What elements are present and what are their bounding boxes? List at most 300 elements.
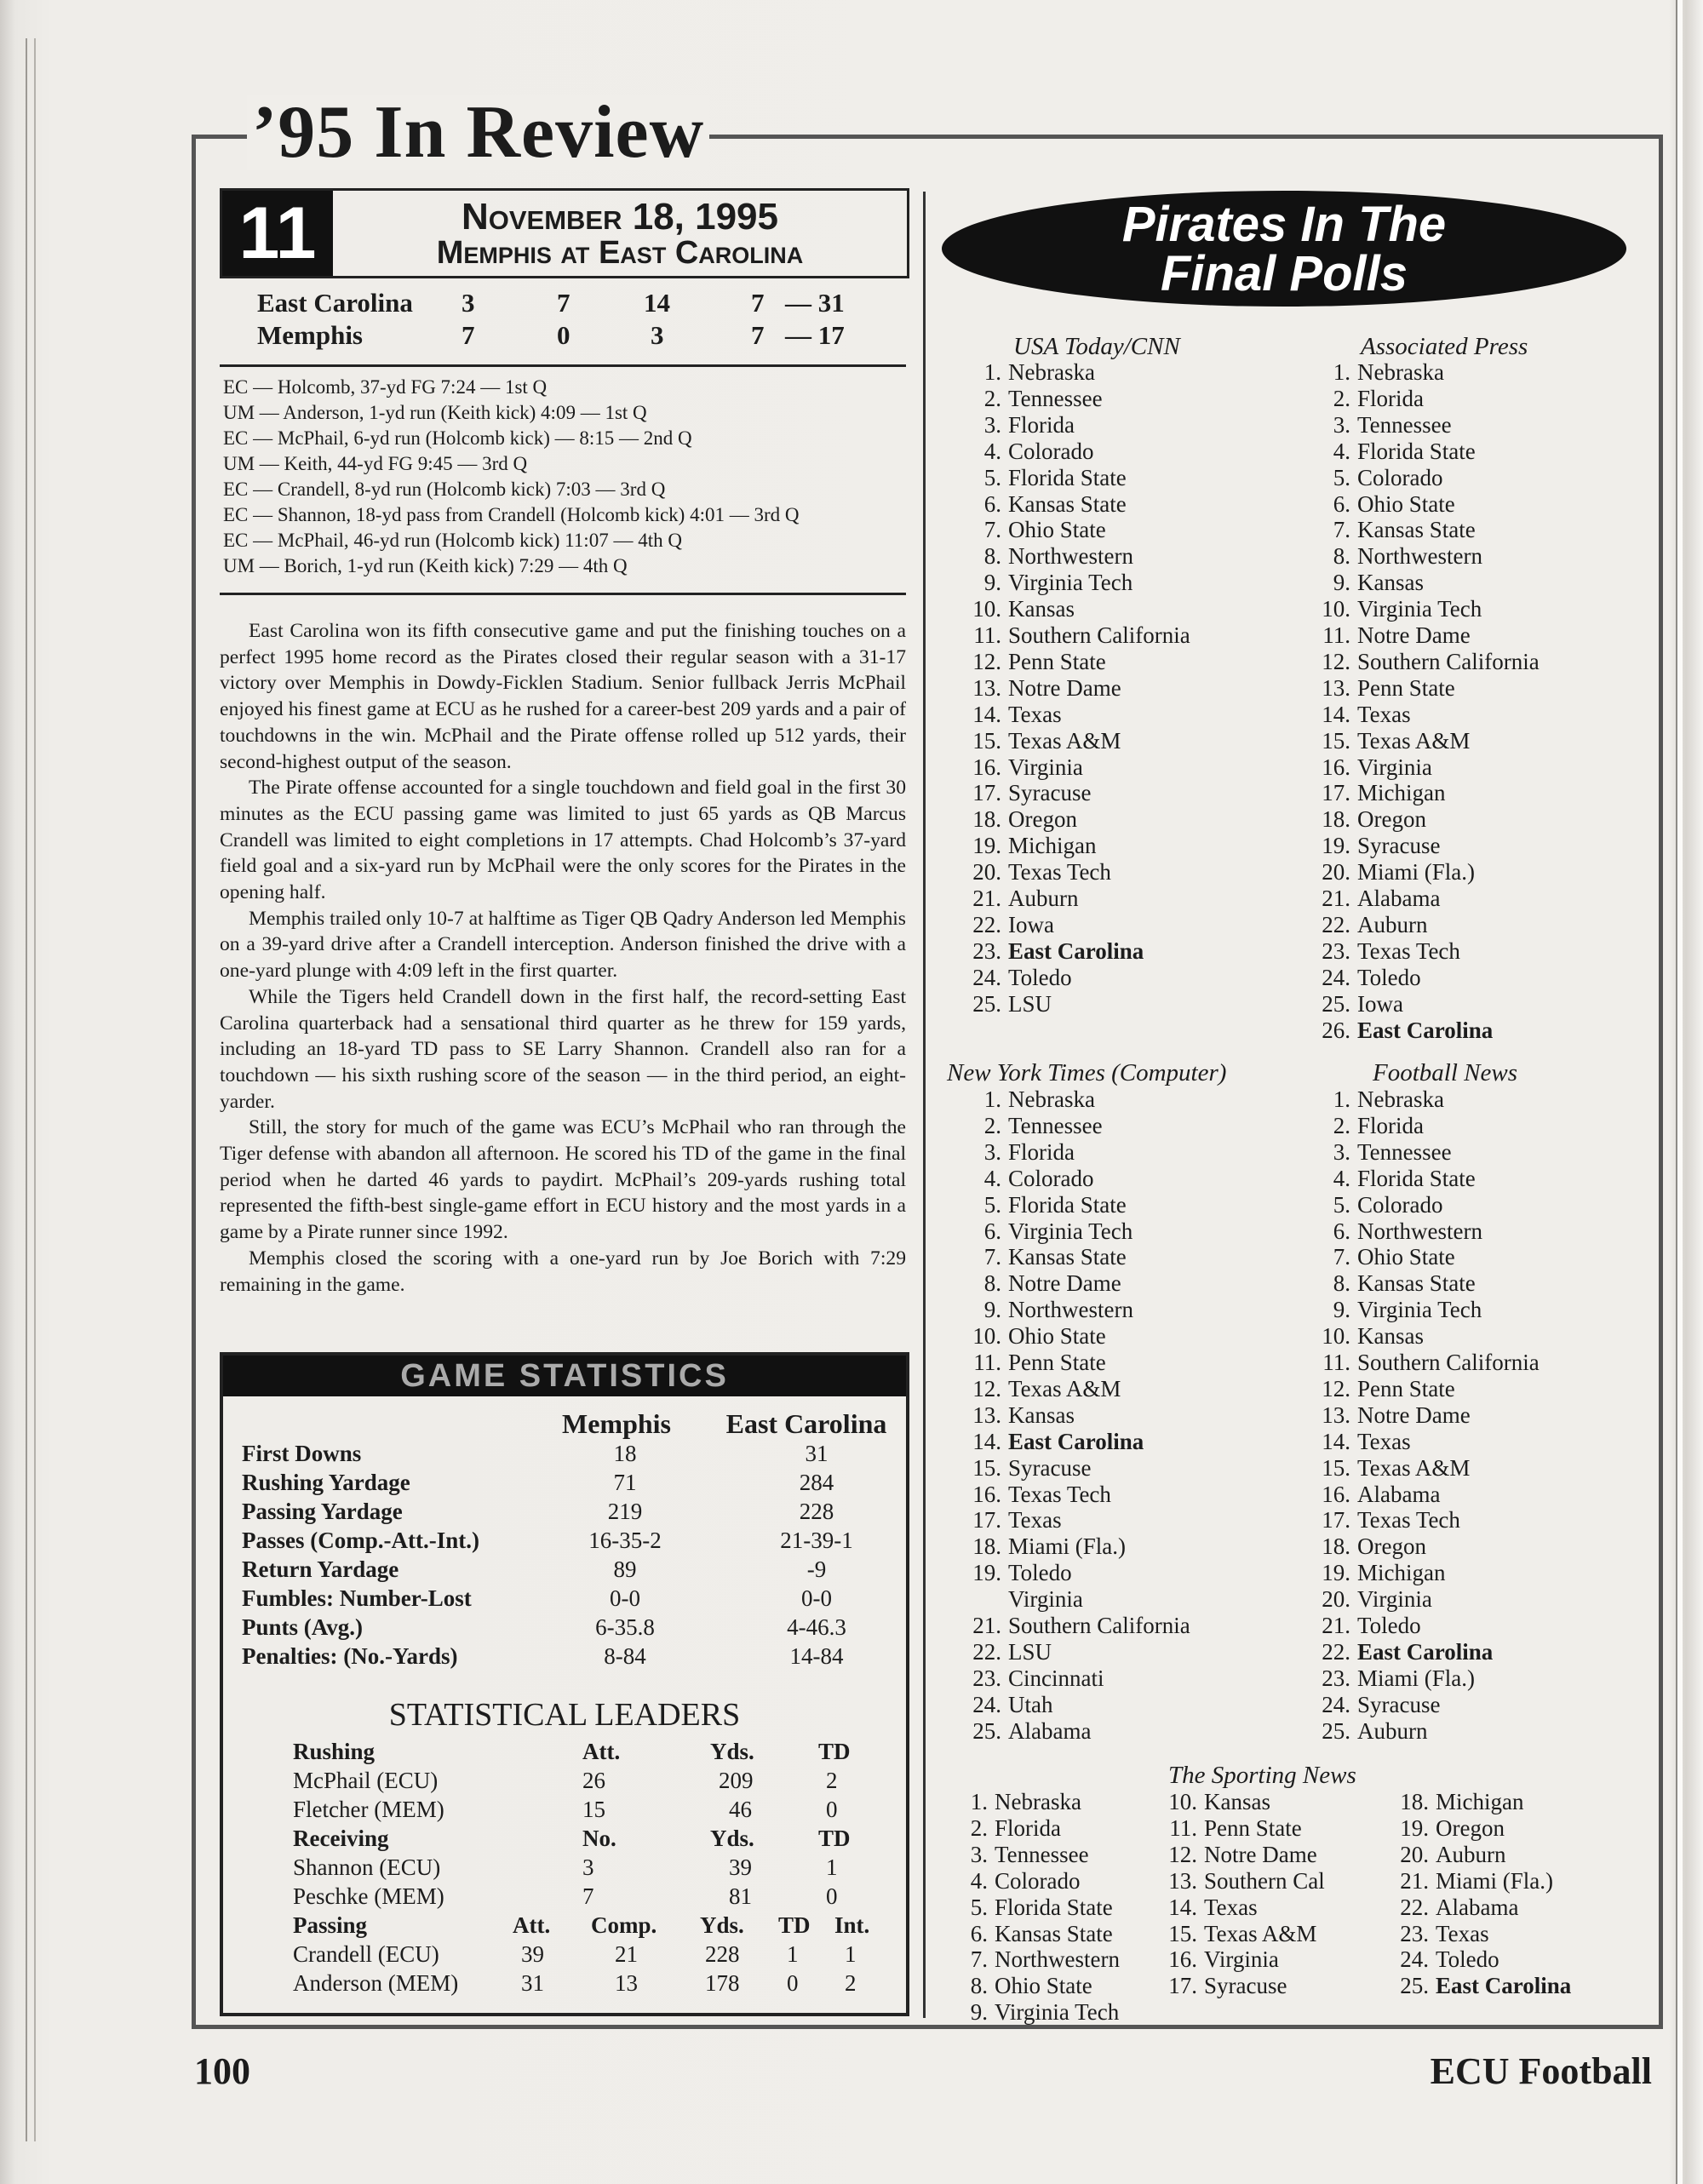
poll-rank: 6.: [983, 490, 1001, 517]
poll-item: [1156, 1973, 1287, 1999]
stats-value: 0-0: [610, 1585, 640, 1611]
poll-team: Tennessee: [1357, 1138, 1452, 1165]
poll-rank: 26.: [1322, 1017, 1350, 1043]
stats-label: Passes (Comp.-Att.-Int.): [242, 1528, 479, 1553]
poll-team: Oregon: [1357, 806, 1426, 833]
poll-team: Oregon: [1357, 1533, 1426, 1560]
poll-team: Auburn: [1436, 1841, 1506, 1867]
page-binding-edge: [26, 38, 36, 2141]
poll-item: [1310, 1323, 1424, 1350]
poll-rank: 11.: [973, 622, 1001, 648]
leader-value: 46: [729, 1797, 752, 1822]
leaders-header-receiving: [293, 1826, 889, 1854]
poll-team: Texas Tech: [1357, 937, 1460, 964]
linescore-total: — 17: [785, 320, 845, 350]
scoring-play: EC — Crandell, 8-yd run (Holcomb kick) 7:03 — 3rd Q: [223, 479, 666, 500]
leader-value: 39: [521, 1941, 544, 1967]
leaders-row: [293, 1797, 889, 1826]
poll-item: [1310, 1639, 1493, 1665]
poll-team: Notre Dame: [1204, 1841, 1317, 1867]
poll-item: [960, 465, 1127, 491]
poll-team: Northwestern: [1008, 1297, 1133, 1323]
leader-value: 0: [787, 1970, 799, 1996]
stats-value: 219: [607, 1499, 643, 1524]
poll-item: [960, 596, 1075, 622]
poll-item: [960, 1455, 1091, 1482]
poll-rank: 18.: [1322, 1533, 1350, 1560]
poll-team: Notre Dame: [1357, 622, 1471, 648]
story-paragraph: Memphis trailed only 10-7 at halftime as Tiger QB Qadry Anderson led Memphis on a 39-yard drive after a Crandell interception. Anderson finished the drive with a one-yard plunge with 4:09 left in the first quarter.: [220, 907, 906, 983]
statistical-leaders-title: STATISTICAL LEADERS: [388, 1697, 741, 1733]
rule-line: [220, 364, 906, 367]
leader-value: 81: [729, 1883, 752, 1909]
poll-team: Penn State: [1008, 1350, 1106, 1375]
poll-team: Virginia: [1357, 1586, 1432, 1613]
stats-row: [242, 1556, 906, 1585]
poll-item: [1310, 965, 1421, 991]
stats-value: 14-84: [789, 1643, 844, 1669]
poll-rank: 4.: [970, 1867, 988, 1894]
leaders-row: [293, 1883, 889, 1912]
poll-item: [947, 1815, 1061, 1842]
poll-rank: 22.: [972, 911, 1001, 937]
scoring-plays: [223, 375, 800, 579]
poll-item: [1310, 1455, 1470, 1482]
poll-item: [1310, 702, 1411, 728]
poll-rank: 1.: [1333, 359, 1350, 385]
poll-item: [960, 386, 1103, 412]
leader-name: McPhail (ECU): [293, 1768, 439, 1793]
poll-item: [960, 1586, 1083, 1613]
poll-team: Nebraska: [995, 1789, 1081, 1814]
poll-team: Florida State: [1008, 464, 1127, 490]
stats-label: Passing Yardage: [242, 1499, 403, 1524]
poll-team: Southern California: [1008, 1613, 1190, 1638]
poll-rank: 8.: [983, 1270, 1001, 1297]
poll-title: USA Today/CNN: [1013, 333, 1180, 360]
poll-rank: 7.: [1333, 1244, 1350, 1270]
poll-item: [960, 1613, 1190, 1639]
poll-item: [1310, 1244, 1455, 1270]
poll-team: Kansas: [1204, 1789, 1270, 1814]
poll-rank: 22.: [1322, 1638, 1350, 1665]
poll-item: [947, 1999, 1119, 2026]
poll-team: Kansas: [1008, 1402, 1075, 1428]
poll-team: Virginia Tech: [1008, 1218, 1133, 1244]
poll-rank: 13.: [1168, 1867, 1197, 1894]
poll-rank: 25.: [1400, 1973, 1429, 1999]
poll-rank: 20.: [1322, 1586, 1350, 1613]
linescore-q4: 7: [751, 288, 765, 318]
stats-col-memphis: Memphis: [562, 1408, 671, 1439]
poll-rank: 13.: [1322, 1402, 1350, 1428]
stats-value: 6-35.8: [595, 1614, 655, 1640]
stats-label: Punts (Avg.): [242, 1614, 364, 1640]
poll-team: Florida: [1357, 1112, 1424, 1138]
poll-rank: 23.: [972, 1665, 1001, 1691]
leader-value: 15: [582, 1797, 605, 1822]
stats-value: 21-39-1: [780, 1528, 853, 1553]
poll-team: Texas Tech: [1357, 1507, 1460, 1533]
poll-team: East Carolina: [1436, 1973, 1572, 1999]
poll-rank: 24.: [1322, 964, 1350, 990]
game-story: [220, 618, 906, 1298]
poll-item: [960, 938, 1144, 965]
poll-item: [1310, 439, 1476, 465]
stats-value: 89: [613, 1556, 637, 1582]
poll-item: [1310, 1297, 1482, 1323]
stats-label: Penalties: (No.-Yards): [242, 1643, 458, 1669]
leader-value: 0: [826, 1883, 838, 1909]
game-number: 11: [222, 191, 333, 276]
game-matchup: Memphis at East Carolina: [436, 235, 804, 271]
leader-name: Crandell (ECU): [293, 1941, 439, 1967]
poll-team: East Carolina: [1357, 1017, 1494, 1043]
poll-item: [960, 1639, 1052, 1665]
poll-rank: 22.: [1400, 1894, 1429, 1920]
poll-item: [960, 965, 1072, 991]
poll-item: [960, 412, 1075, 439]
poll-team: Nebraska: [1008, 359, 1095, 385]
poll-team: Toledo: [1436, 1946, 1499, 1973]
poll-rank: 21.: [972, 1613, 1001, 1638]
poll-item: [960, 570, 1132, 596]
poll-rank: 16.: [1322, 754, 1350, 780]
poll-team: Syracuse: [1008, 1454, 1092, 1481]
poll-rank: 23.: [1322, 1665, 1350, 1691]
rule-line: [220, 593, 906, 595]
story-paragraph: East Carolina won its fifth consecutive game and put the finishing touches on a perfect 1995 home record as the Pirates closed their regular season with a 31-17 victory over Memphis in Dowdy-Ficklen Stadium. Senior fullback Jerris McPhail enjoyed his finest game at ECU as he rushed for a career-best 209 yards and a pair of touchdowns in the win. McPhail and the Pirate offense rolled up 512 yards, their second-highest output of the season.: [220, 620, 906, 773]
linescore-q2: 7: [557, 288, 571, 318]
poll-item: [947, 1789, 1081, 1815]
poll-rank: 15.: [1322, 727, 1350, 754]
scoring-play: UM — Borich, 1-yd run (Keith kick) 7:29 — 4th Q: [223, 555, 628, 576]
leaders-col: Yds.: [710, 1826, 754, 1851]
poll-team: Texas A&M: [1008, 727, 1121, 754]
poll-item: [1310, 1086, 1444, 1113]
poll-team: Toledo: [1008, 964, 1072, 990]
poll-rank: 19.: [1400, 1814, 1429, 1841]
poll-team: Nebraska: [1357, 359, 1444, 385]
poll-rank: 14.: [1168, 1894, 1197, 1920]
stats-label: Rushing Yardage: [242, 1470, 410, 1495]
poll-rank: 20.: [972, 859, 1001, 886]
poll-team: Syracuse: [1008, 780, 1092, 806]
stats-row: [242, 1470, 906, 1499]
poll-rank: 24.: [1322, 1691, 1350, 1717]
poll-rank: 16.: [972, 754, 1001, 780]
poll-item: [1310, 1270, 1476, 1297]
poll-team: Tennessee: [1008, 385, 1103, 411]
poll-team: Texas A&M: [1204, 1920, 1317, 1946]
poll-team: Ohio State: [1008, 1323, 1106, 1350]
leaders-category: Passing: [293, 1912, 368, 1938]
poll-rank: 14.: [1322, 1428, 1350, 1454]
story-paragraph: Memphis closed the scoring with a one-yard run by Joe Borich with 7:29 remaining in the game.: [220, 1247, 906, 1296]
poll-rank: 9.: [1333, 570, 1350, 596]
leaders-row: [293, 1768, 889, 1797]
poll-team: Miami (Fla.): [1436, 1867, 1553, 1894]
poll-item: [960, 1482, 1111, 1508]
poll-team: Cincinnati: [1008, 1665, 1104, 1691]
poll-rank: 8.: [983, 543, 1001, 570]
poll-team: Ohio State: [1357, 490, 1455, 517]
poll-item: [960, 1533, 1126, 1560]
poll-item: [960, 675, 1121, 702]
page-number: 100: [194, 2050, 250, 2092]
leader-value: 39: [729, 1854, 752, 1880]
poll-team: Oregon: [1436, 1814, 1505, 1841]
poll-rank: 8.: [970, 1973, 988, 1999]
poll-rank: 24.: [972, 964, 1001, 990]
stats-value: 31: [805, 1441, 829, 1466]
poll-item: [960, 728, 1121, 754]
poll-item: [1310, 1613, 1421, 1639]
linescore-q2: 0: [557, 320, 571, 350]
poll-item: [1310, 991, 1403, 1017]
poll-team: Tennessee: [995, 1841, 1089, 1867]
leader-value: 1: [787, 1941, 799, 1967]
poll-rank: 25.: [1322, 1717, 1350, 1744]
poll-item: [947, 1895, 1113, 1921]
poll-team: Florida: [995, 1814, 1061, 1841]
poll-rank: 7.: [970, 1946, 988, 1973]
stats-label: Return Yardage: [242, 1556, 399, 1582]
leader-name: Shannon (ECU): [293, 1854, 441, 1880]
poll-item: [1310, 386, 1424, 412]
poll-rank: 9.: [983, 1297, 1001, 1323]
poll-rank: 10.: [1322, 1323, 1350, 1350]
poll-team: Colorado: [1008, 438, 1094, 464]
stats-value: 4-46.3: [787, 1614, 846, 1640]
poll-team: Northwestern: [995, 1946, 1120, 1973]
poll-item: [960, 649, 1106, 675]
poll-rank: 16.: [1168, 1946, 1197, 1973]
poll-item: [960, 991, 1052, 1017]
scoring-play: EC — McPhail, 46-yd run (Holcomb kick) 11:07 — 4th Q: [223, 530, 682, 551]
poll-item: [960, 1297, 1133, 1323]
poll-item: [960, 1692, 1052, 1718]
stats-row: [242, 1441, 906, 1470]
linescore-q4: 7: [751, 320, 765, 350]
poll-team: Texas: [1008, 1507, 1062, 1533]
poll-team: Colorado: [1008, 1165, 1094, 1191]
stats-label: Fumbles: Number-Lost: [242, 1585, 472, 1611]
poll-item: [960, 1507, 1062, 1533]
poll-item: [947, 1973, 1092, 1999]
poll-team: Kansas: [1008, 596, 1075, 622]
stats-row: [242, 1643, 906, 1672]
poll-item: [960, 359, 1095, 386]
game-date: November 18, 1995: [461, 196, 778, 238]
poll-rank: 12.: [972, 648, 1001, 674]
poll-team: Tennessee: [1008, 1112, 1103, 1138]
poll-item: [1310, 465, 1443, 491]
poll-team: Alabama: [1357, 886, 1441, 911]
poll-rank: 5.: [970, 1894, 988, 1920]
poll-rank: 22.: [972, 1638, 1001, 1665]
poll-rank: 20.: [1400, 1841, 1429, 1867]
poll-team: Miami (Fla.): [1357, 1665, 1475, 1691]
poll-item: [1156, 1895, 1258, 1921]
poll-rank: 2.: [1333, 1112, 1350, 1138]
poll-item: [1310, 359, 1444, 386]
poll-team: Oregon: [1008, 806, 1077, 833]
poll-item: [1310, 1017, 1493, 1044]
poll-rank: 20.: [1322, 859, 1350, 886]
poll-rank: 3.: [1333, 1138, 1350, 1165]
leaders-header-rushing: [293, 1739, 889, 1768]
poll-rank: 15.: [972, 1454, 1001, 1481]
poll-rank: 19.: [972, 1560, 1001, 1586]
poll-team: Nebraska: [1357, 1086, 1444, 1112]
scoring-play: EC — Holcomb, 37-yd FG 7:24 — 1st Q: [223, 376, 548, 398]
poll-team: Florida: [1357, 385, 1424, 411]
poll-team: Kansas State: [1357, 1270, 1476, 1297]
poll-rank: 11.: [973, 1350, 1001, 1375]
poll-item: [1310, 1718, 1428, 1745]
poll-team: Toledo: [1357, 964, 1421, 990]
poll-item: [1310, 806, 1426, 833]
linescore-team: East Carolina: [257, 288, 413, 318]
stats-row: [242, 1499, 906, 1528]
poll-rank: 2.: [983, 1112, 1001, 1138]
poll-team: Michigan: [1357, 780, 1446, 806]
stats-value: 0-0: [801, 1585, 832, 1611]
poll-item: [1388, 1868, 1553, 1895]
poll-item: [1310, 649, 1540, 675]
poll-item: [960, 491, 1127, 518]
poll-rank: 5.: [1333, 464, 1350, 490]
poll-item: [947, 1842, 1089, 1868]
poll-item: [960, 1218, 1132, 1245]
poll-team: Southern Cal: [1204, 1867, 1325, 1894]
poll-team: Auburn: [1357, 911, 1428, 937]
stats-label: First Downs: [242, 1441, 362, 1466]
poll-item: [1310, 912, 1428, 938]
poll-item: [960, 780, 1091, 806]
leader-value: 2: [845, 1970, 857, 1996]
poll-rank: 10.: [972, 596, 1001, 622]
poll-team: Virginia Tech: [1357, 1297, 1482, 1323]
poll-rank: 10.: [1168, 1789, 1197, 1814]
leaders-header-passing: [293, 1912, 889, 1941]
poll-team: Utah: [1008, 1691, 1053, 1717]
stats-col-east-carolina: East Carolina: [725, 1408, 887, 1439]
poll-team: Southern California: [1008, 622, 1190, 648]
poll-team: Syracuse: [1204, 1973, 1287, 1999]
poll-item: [1310, 1139, 1452, 1166]
poll-item: [1310, 938, 1460, 965]
poll-item: [1388, 1895, 1518, 1921]
poll-team: Kansas: [1357, 1323, 1424, 1350]
poll-team: Virginia: [1357, 754, 1432, 780]
poll-rank: 25.: [972, 990, 1001, 1017]
poll-team: Ohio State: [1357, 1244, 1455, 1270]
poll-team: Virginia: [1008, 1586, 1083, 1613]
poll-item: [1310, 1218, 1482, 1245]
poll-team: Toledo: [1008, 1560, 1072, 1586]
poll-team: LSU: [1008, 1638, 1052, 1665]
leaders-col: No.: [582, 1826, 616, 1851]
poll-rank: 5.: [983, 464, 1001, 490]
polls-banner: [940, 189, 1628, 308]
poll-item: [960, 1192, 1127, 1218]
leader-value: 1: [826, 1854, 838, 1880]
poll-rank: 11.: [1322, 1350, 1350, 1375]
poll-item: [1310, 1376, 1455, 1402]
poll-item: [960, 543, 1133, 570]
poll-item: [1310, 570, 1424, 596]
poll-team: Toledo: [1357, 1613, 1421, 1638]
poll-rank: 23.: [1322, 937, 1350, 964]
poll-team: Syracuse: [1357, 1691, 1441, 1717]
poll-rank: 12.: [972, 1375, 1001, 1402]
poll-team: Kansas State: [995, 1920, 1113, 1946]
poll-item: [960, 1718, 1091, 1745]
poll-team: Colorado: [1357, 1191, 1443, 1218]
poll-item: [960, 912, 1054, 938]
poll-team: East Carolina: [1357, 1638, 1494, 1665]
leader-value: 21: [615, 1941, 638, 1967]
poll-item: [1310, 675, 1455, 702]
poll-team: LSU: [1008, 990, 1052, 1017]
poll-item: [1310, 728, 1470, 754]
poll-team: Nebraska: [1008, 1086, 1095, 1112]
poll-item: [960, 806, 1077, 833]
poll-team: Colorado: [995, 1867, 1081, 1894]
poll-item: [1310, 886, 1440, 912]
poll-rank: 3.: [983, 1138, 1001, 1165]
poll-item: [960, 1139, 1075, 1166]
poll-team: Virginia Tech: [995, 1999, 1120, 2026]
poll-rank: 25.: [972, 1717, 1001, 1744]
poll-item: [1310, 1507, 1460, 1533]
poll-team: Miami (Fla.): [1008, 1533, 1126, 1560]
poll-item: [1310, 780, 1445, 806]
story-paragraph: While the Tigers held Crandell down in the first half, the record-setting East Carolina quarterback had a sensational third quarter as he threw for 159 yards, including an 18-yard TD pass to SE Larry Shannon. Crandell also ran for a touchdown — his sixth rushing score of the season — in the third period, an eight-yarder.: [220, 985, 906, 1113]
poll-rank: 12.: [1322, 1375, 1350, 1402]
poll-team: Miami (Fla.): [1357, 859, 1475, 886]
poll-team: Alabama: [1436, 1894, 1519, 1920]
poll-team: Penn State: [1357, 1375, 1455, 1402]
poll-team: Florida State: [1357, 438, 1476, 464]
leaders-col: TD: [778, 1912, 811, 1938]
stats-value: 18: [613, 1441, 637, 1466]
game-statistics-box: [220, 1352, 909, 2016]
story-paragraph: Still, the story for much of the game was ECU’s McPhail who ran through the Tiger defense with abandon all afternoon. He scored his TD of the game in the final period when he darted 46 yards to paydirt. McPhail’s 209-yards rushing total represented the fifth-best single-game effort in ECU history and the most yards in a game by a Pirate runner since 1992.: [220, 1116, 906, 1244]
poll-rank: 19.: [1322, 833, 1350, 859]
poll-team: Colorado: [1357, 464, 1443, 490]
poll-team: Kansas State: [1008, 1244, 1127, 1270]
poll-rank: 17.: [1322, 780, 1350, 806]
poll-item: [960, 833, 1096, 859]
poll-item: [960, 1376, 1121, 1402]
stats-value: 8-84: [604, 1643, 646, 1669]
leaders-col: Yds.: [700, 1912, 744, 1938]
poll-rank: 1.: [1333, 1086, 1350, 1112]
leaders-category: Receiving: [293, 1826, 389, 1851]
leader-value: 3: [582, 1854, 594, 1880]
poll-item: [1310, 596, 1482, 622]
poll-rank: 21.: [1322, 886, 1350, 911]
poll-item: [960, 1166, 1094, 1192]
poll-team: Virginia: [1204, 1946, 1279, 1973]
poll-rank: 6.: [970, 1920, 988, 1946]
poll-item: [960, 1560, 1072, 1586]
linescore-q1: 7: [462, 320, 475, 350]
poll-team: Florida: [1008, 1138, 1075, 1165]
